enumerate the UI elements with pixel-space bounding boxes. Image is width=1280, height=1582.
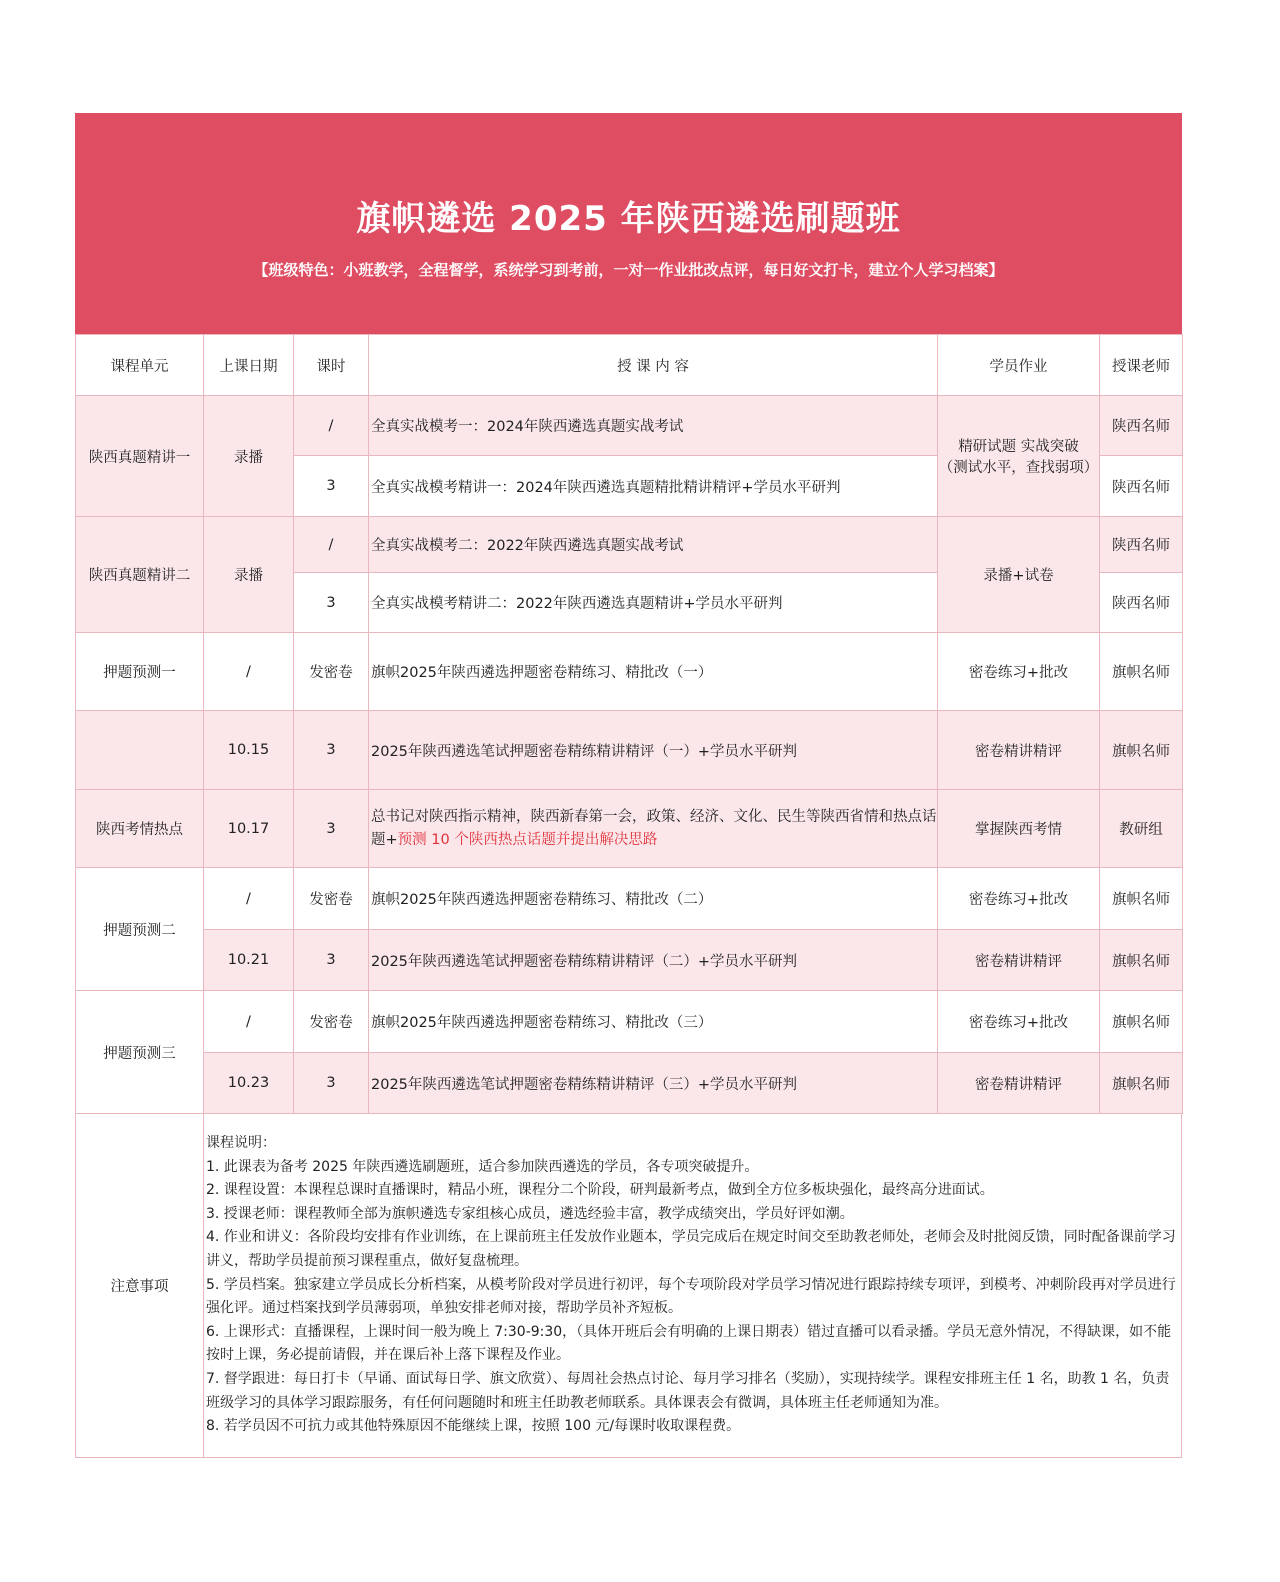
table-row	[76, 1053, 1183, 1114]
content-cell: 全真实战模考二：2022年陕西遴选真题实战考试	[369, 517, 938, 573]
content-cell: 全真实战模考精讲二：2022年陕西遴选真题精讲+学员水平研判	[369, 573, 938, 633]
header-row	[76, 335, 1183, 396]
header-content: 授 课 内 容	[369, 335, 938, 396]
teacher-cell: 旗帜名师	[1100, 930, 1183, 991]
date-cell: 10.15	[204, 711, 294, 790]
table-row	[76, 633, 1183, 711]
date-cell: 录播	[204, 517, 294, 633]
date-cell: /	[204, 991, 294, 1053]
hours-cell: /	[294, 517, 369, 573]
homework-line: 精研试题 实战突破	[958, 439, 1079, 455]
teacher-cell: 陕西名师	[1100, 573, 1183, 633]
teacher-cell: 旗帜名师	[1100, 868, 1183, 930]
hours-cell: /	[294, 396, 369, 456]
teacher-cell: 陕西名师	[1100, 517, 1183, 573]
note-item: 1. 此课表为备考 2025 年陕西遴选刷题班，适合参加陕西遴选的学员，各专项突破提升。	[206, 1158, 759, 1175]
note-item: 6. 上课形式：直播课程，上课时间一般为晚上 7:30-9:30，（具体开班后会有明确的上课日期表）错过直播可以看录播。学员无意外情况，不得缺课，如不能按时上课，务必提前请假，并在课后补上落下课程及作业。	[206, 1323, 1172, 1364]
teacher-cell: 陕西名师	[1100, 456, 1183, 517]
teacher-cell: 旗帜名师	[1100, 991, 1183, 1053]
unit-cell: 陕西真题精讲二	[76, 517, 204, 633]
unit-cell	[76, 711, 204, 790]
date-cell: 10.17	[204, 790, 294, 868]
homework-cell: 录播+试卷	[938, 517, 1100, 633]
schedule-sheet	[75, 113, 1182, 1458]
homework-cell: 密卷精讲精评	[938, 930, 1100, 991]
class-features: 【班级特色：小班教学，全程督学，系统学习到考前，一对一作业批改点评，每日好文打卡，建立个人学习档案】	[253, 261, 1004, 279]
note-item: 8. 若学员因不可抗力或其他特殊原因不能继续上课，按照 100 元/每课时收取课程费。	[206, 1418, 741, 1435]
teacher-cell: 旗帜名师	[1100, 711, 1183, 790]
homework-cell: 密卷练习+批改	[938, 868, 1100, 930]
homework-cell: 密卷练习+批改	[938, 633, 1100, 711]
date-cell: 10.21	[204, 930, 294, 991]
hours-cell: 3	[294, 573, 369, 633]
content-cell: 旗帜2025年陕西遴选押题密卷精练习、精批改（一）	[369, 633, 938, 711]
unit-cell: 押题预测一	[76, 633, 204, 711]
notes-body	[204, 1114, 1181, 1457]
teacher-cell: 旗帜名师	[1100, 633, 1183, 711]
hours-cell: 3	[294, 456, 369, 517]
notes-label: 注意事项	[76, 1114, 204, 1457]
content-main: 总书记对陕西指示精神，陕西新春第一会，政策、经济、文化、民生等陕西省情和热点话题+	[371, 808, 937, 848]
hours-cell: 3	[294, 1053, 369, 1114]
homework-cell: 密卷精讲精评	[938, 1053, 1100, 1114]
date-cell: 10.23	[204, 1053, 294, 1114]
homework-line: （测试水平，查找弱项）	[938, 460, 1099, 476]
hours-cell: 3	[294, 790, 369, 868]
unit-cell: 押题预测三	[76, 991, 204, 1114]
date-cell: /	[204, 633, 294, 711]
teacher-cell: 教研组	[1100, 790, 1183, 868]
header-teacher: 授课老师	[1100, 335, 1183, 396]
hours-cell: 发密卷	[294, 868, 369, 930]
homework-cell: 密卷精讲精评	[938, 711, 1100, 790]
content-highlight: 预测 10 个陕西热点话题并提出解决思路	[397, 831, 658, 848]
teacher-cell: 陕西名师	[1100, 396, 1183, 456]
page-title: 旗帜遴选 2025 年陕西遴选刷题班	[356, 199, 901, 239]
table-row	[76, 517, 1183, 573]
note-item: 3. 授课老师：课程教师全部为旗帜遴选专家组核心成员，遴选经验丰富，教学成绩突出，学员好评如潮。	[206, 1205, 854, 1222]
hours-cell: 3	[294, 930, 369, 991]
unit-cell: 陕西考情热点	[76, 790, 204, 868]
content-cell	[369, 790, 938, 868]
content-cell: 2025年陕西遴选笔试押题密卷精练精讲精评（三）+学员水平研判	[369, 1053, 938, 1114]
table-row	[76, 790, 1183, 868]
hours-cell: 发密卷	[294, 633, 369, 711]
homework-cell: 掌握陕西考情	[938, 790, 1100, 868]
table-row	[76, 868, 1183, 930]
hours-cell: 3	[294, 711, 369, 790]
table-row	[76, 711, 1183, 790]
header-unit: 课程单元	[76, 335, 204, 396]
table-row	[76, 930, 1183, 991]
date-cell: /	[204, 868, 294, 930]
notes-heading: 课程说明：	[206, 1135, 276, 1151]
table-row	[76, 991, 1183, 1053]
content-cell: 全真实战模考一：2024年陕西遴选真题实战考试	[369, 396, 938, 456]
note-item: 7. 督学跟进：每日打卡（早诵、面试每日学、旗文欣赏）、每周社会热点讨论、每月学习排名（奖励），实现持续学。课程安排班主任 1 名，助教 1 名，负责班级学习的具体学习跟踪服务，有任何问题随时和班主任助教老师联系。具体课表会有微调，具体班主任老师通知为准。	[206, 1370, 1170, 1411]
content-cell: 旗帜2025年陕西遴选押题密卷精练习、精批改（二）	[369, 868, 938, 930]
unit-cell: 陕西真题精讲一	[76, 396, 204, 517]
header-banner	[75, 113, 1182, 334]
note-item: 2. 课程设置：本课程总课时直播课时，精品小班，课程分二个阶段，研判最新考点，做到全方位多板块强化，最终高分进面试。	[206, 1182, 994, 1199]
note-item: 4. 作业和讲义：各阶段均安排有作业训练，在上课前班主任发放作业题本，学员完成后在规定时间交至助教老师处，老师会及时批阅反馈，同时配备课前学习讲义，帮助学员提前预习课程重点，做好复盘梳理。	[206, 1229, 1176, 1269]
note-item: 5. 学员档案。独家建立学员成长分析档案，从模考阶段对学员进行初评，每个专项阶段对学员学习情况进行跟踪持续专项评，到模考、冲刺阶段再对学员进行强化评。通过档案找到学员薄弱项，单独安排老师对接，帮助学员补齐短板。	[206, 1276, 1176, 1317]
content-cell: 2025年陕西遴选笔试押题密卷精练精讲精评（一）+学员水平研判	[369, 711, 938, 790]
content-cell: 2025年陕西遴选笔试押题密卷精练精讲精评（二）+学员水平研判	[369, 930, 938, 991]
unit-cell: 押题预测二	[76, 868, 204, 991]
schedule-table	[75, 334, 1183, 1114]
content-cell: 全真实战模考精讲一：2024年陕西遴选真题精批精讲精评+学员水平研判	[369, 456, 938, 517]
teacher-cell: 旗帜名师	[1100, 1053, 1183, 1114]
hours-cell: 发密卷	[294, 991, 369, 1053]
content-cell: 旗帜2025年陕西遴选押题密卷精练习、精批改（三）	[369, 991, 938, 1053]
table-row	[76, 396, 1183, 456]
header-homework: 学员作业	[938, 335, 1100, 396]
notes-section	[75, 1114, 1182, 1458]
header-date: 上课日期	[204, 335, 294, 396]
date-cell: 录播	[204, 396, 294, 517]
homework-cell: 密卷练习+批改	[938, 991, 1100, 1053]
header-hours: 课时	[294, 335, 369, 396]
homework-cell	[938, 396, 1100, 517]
